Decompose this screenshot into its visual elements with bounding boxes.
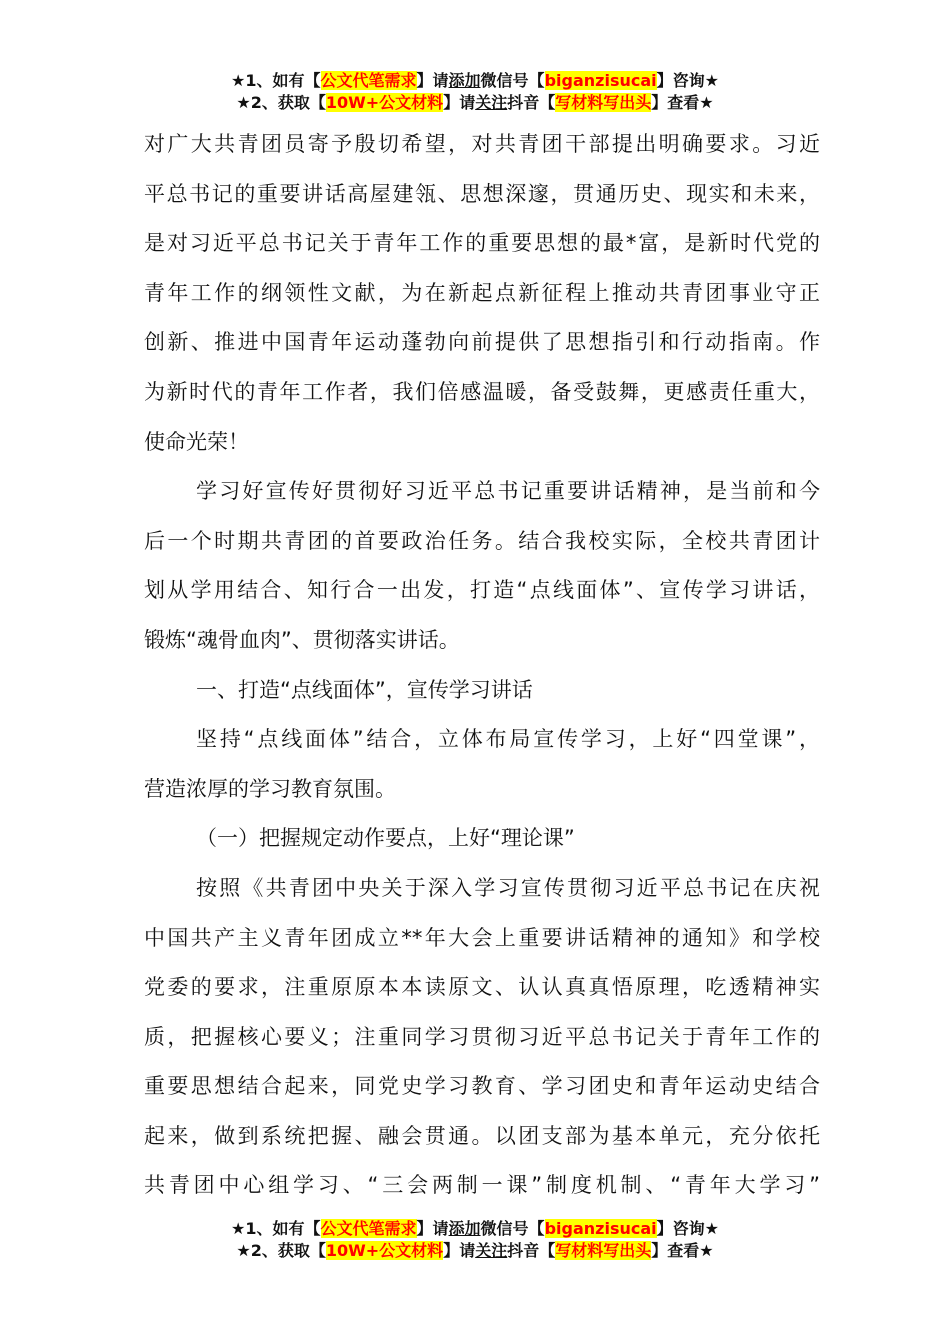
body-line: 平总书记的重要讲话高屋建瓴、思想深邃，贯通历史、现实和未来，	[144, 181, 820, 206]
banner-text: ★2、获取【	[236, 93, 326, 112]
body-line: 划从学用结合、知行合一出发，打造“点线面体”、宣传学习讲话，	[144, 578, 820, 603]
body-line: 创新、推进中国青年运动蓬勃向前提供了思想指引和行动指南。作	[144, 330, 820, 355]
banner-emphasis: 关注	[475, 1241, 508, 1260]
banner-highlight: biganzisucai	[544, 71, 657, 90]
banner-text: 】请	[443, 1241, 476, 1260]
banner-text: 】咨询★	[656, 71, 719, 90]
banner-highlight: biganzisucai	[544, 1219, 657, 1238]
banner-line-1	[0, 1218, 950, 1240]
banner-emphasis: 添加	[448, 1219, 481, 1238]
body-line: 对广大共青团员寄予殷切希望，对共青团干部提出明确要求。习近	[144, 132, 820, 156]
banner-line-1	[0, 70, 950, 92]
body-line: 使命光荣！	[144, 429, 249, 454]
banner-text: 】查看★	[651, 1241, 714, 1260]
banner-highlight: 公文代笔需求	[320, 1219, 417, 1238]
banner-highlight: 公文代笔需求	[320, 71, 417, 90]
banner-text: 】查看★	[651, 93, 714, 112]
banner-emphasis: 添加	[448, 71, 481, 90]
body-line: 共青团中心组学习、“三会两制一课”制度机制、“青年大学习”	[144, 1173, 820, 1198]
document-body	[144, 120, 820, 1211]
banner-text: 微信号【	[480, 71, 545, 90]
banner-highlight: 写材料写出头	[555, 1241, 652, 1260]
body-line: 锻炼“魂骨血肉”、贯彻落实讲话。	[144, 627, 460, 652]
banner-line-2	[0, 92, 950, 114]
body-line: 营造浓厚的学习教育氛围。	[144, 776, 396, 801]
banner-text: 】请	[416, 71, 449, 90]
banner-text: 抖音【	[507, 93, 556, 112]
banner-highlight: 10W+公文材料	[325, 93, 444, 112]
body-line: 中国共产主义青年团成立**年大会上重要讲话精神的通知》和学校	[144, 925, 820, 950]
banner-text: ★1、如有【	[231, 71, 321, 90]
paragraph-start-line: 学习好宣传好贯彻好习近平总书记重要讲话精神，是当前和今	[196, 479, 820, 504]
banner-emphasis: 关注	[475, 93, 508, 112]
body-line: 是对习近平总书记关于青年工作的重要思想的最*富，是新时代党的	[144, 231, 820, 256]
section-heading: 一、打造“点线面体”，宣传学习讲话	[196, 677, 533, 702]
body-line: 重要思想结合起来，同党史学习教育、学习团史和青年运动史结合	[144, 1074, 820, 1099]
banner-highlight: 10W+公文材料	[325, 1241, 444, 1260]
banner-text: 】请	[416, 1219, 449, 1238]
body-line: 质，把握核心要义；注重同学习贯彻习近平总书记关于青年工作的	[144, 1024, 820, 1049]
body-line: 后一个时期共青团的首要政治任务。结合我校实际，全校共青团计	[144, 528, 820, 553]
body-line: 为新时代的青年工作者，我们倍感温暖，备受鼓舞，更感责任重大，	[144, 379, 820, 404]
banner-line-2	[0, 1240, 950, 1262]
banner-text: 微信号【	[480, 1219, 545, 1238]
body-line: 青年工作的纲领性文献，为在新起点新征程上推动共青团事业守正	[144, 280, 820, 305]
paragraph-start-line: 按照《共青团中央关于深入学习宣传贯彻习近平总书记在庆祝	[196, 875, 820, 900]
footer-banner	[0, 1218, 950, 1262]
header-banner	[0, 70, 950, 114]
body-line: 党委的要求，注重原原本本读原文、认认真真悟原理，吃透精神实	[144, 975, 820, 1000]
banner-highlight: 写材料写出头	[555, 93, 652, 112]
banner-text: 抖音【	[507, 1241, 556, 1260]
banner-text: ★2、获取【	[236, 1241, 326, 1260]
banner-text: ★1、如有【	[231, 1219, 321, 1238]
paragraph-start-line: 坚持“点线面体”结合，立体布局宣传学习，上好“四堂课”，	[196, 727, 820, 752]
subsection-heading: （一）把握规定动作要点，上好“理论课”	[196, 826, 575, 851]
banner-text: 】请	[443, 93, 476, 112]
banner-text: 】咨询★	[656, 1219, 719, 1238]
body-line: 起来，做到系统把握、融会贯通。以团支部为基本单元，充分依托	[144, 1123, 820, 1148]
